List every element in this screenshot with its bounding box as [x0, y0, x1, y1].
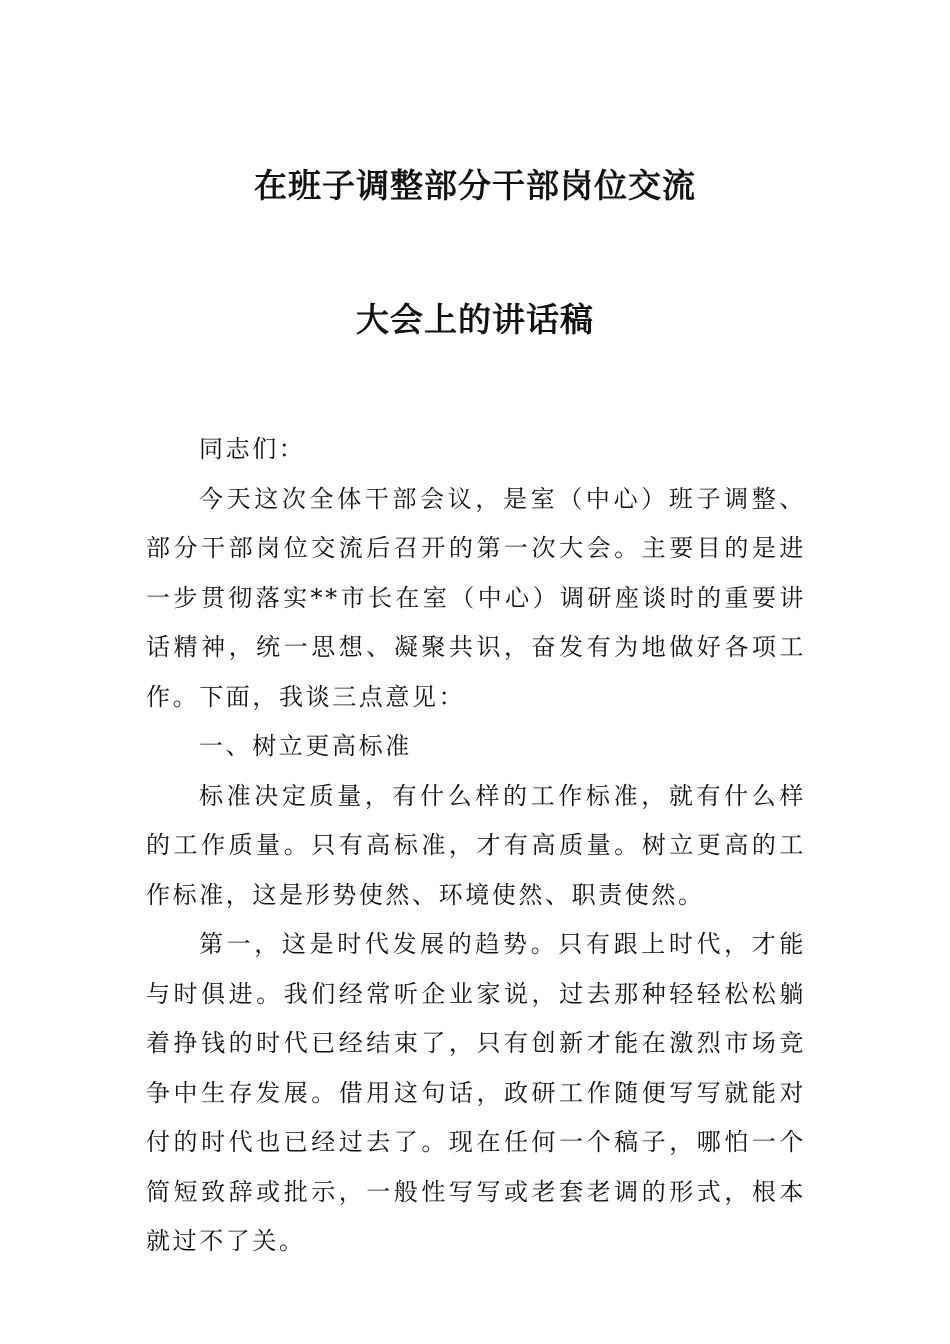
paragraph-standards: 标准决定质量，有什么样的工作标准，就有什么样的工作质量。只有高标准，才有高质量。树立更高的工作标准，这是形势使然、环境使然、职责使然。	[146, 781, 806, 909]
paragraph-intro: 今天这次全体干部会议，是室（中心）班子调整、部分干部岗位交流后召开的第一次大会。主要目的是进一步贯彻落实**市长在室（中心）调研座谈时的重要讲话精神，统一思想、凝聚共识，奋发有为地做好各项工作。下面，我谈三点意见：	[146, 484, 806, 711]
paragraph-point-1: 第一，这是时代发展的趋势。只有跟上时代，才能与时俱进。我们经常听企业家说，过去那种轻轻松松躺着挣钱的时代已经结束了，只有创新才能在激烈市场竞争中生存发展。借用这句话，政研工作随便写写就能对付的时代也已经过去了。现在任何一个稿子，哪怕一个简短致辞或批示，一般性写写或老套老调的形式，根本就过不了关。	[146, 930, 806, 1255]
document-body	[146, 425, 806, 1267]
section-heading-1: 一、树立更高标准	[199, 732, 412, 760]
salutation: 同志们：	[199, 435, 306, 463]
document-title-line-2: 大会上的讲话稿	[356, 300, 594, 339]
document-title-line-1: 在班子调整部分干部岗位交流	[254, 166, 696, 205]
